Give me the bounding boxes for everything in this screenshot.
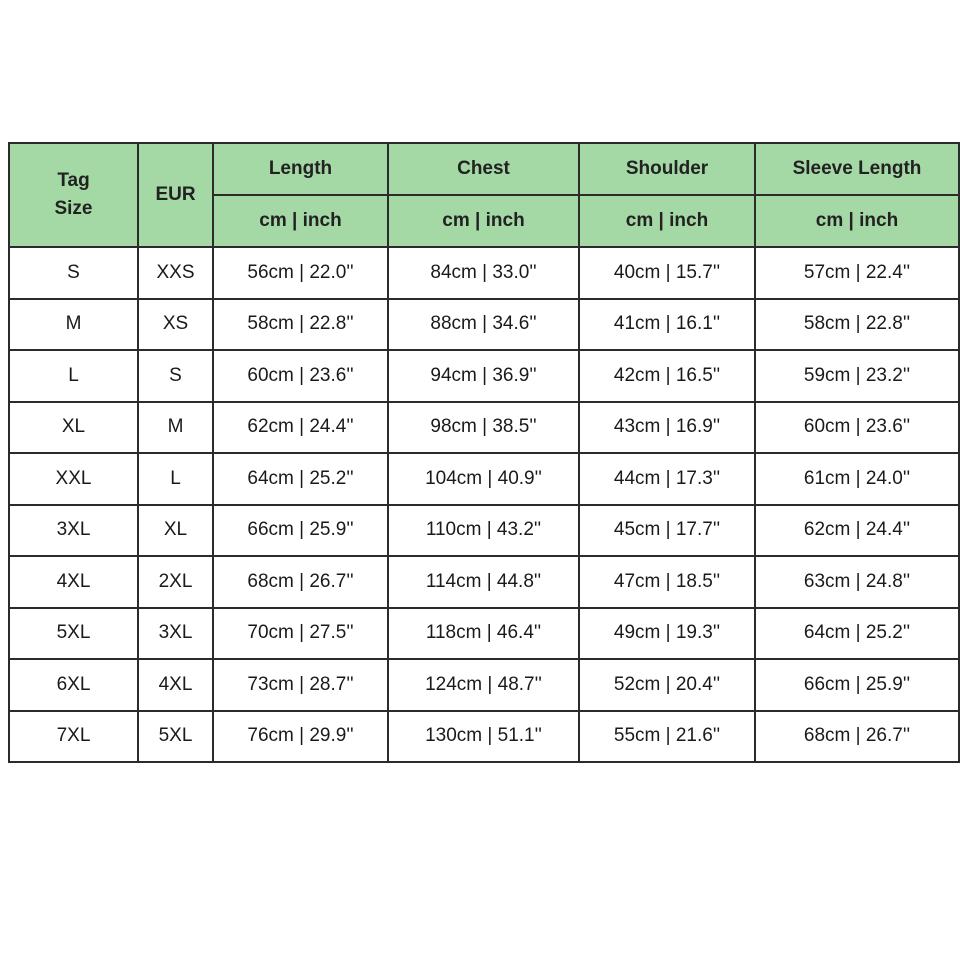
table-row xyxy=(9,659,959,711)
cell-tag-size: S xyxy=(9,247,138,299)
table-row xyxy=(9,453,959,505)
cell-chest: 114cm | 44.8'' xyxy=(388,556,579,608)
cell-tag-size: M xyxy=(9,299,138,351)
cell-shoulder: 40cm | 15.7'' xyxy=(579,247,755,299)
table-row xyxy=(9,247,959,299)
cell-chest: 130cm | 51.1'' xyxy=(388,711,579,763)
header-chest: Chest xyxy=(388,143,579,195)
cell-tag-size: 7XL xyxy=(9,711,138,763)
cell-eur: XS xyxy=(138,299,213,351)
cell-shoulder: 42cm | 16.5'' xyxy=(579,350,755,402)
table-row xyxy=(9,505,959,557)
header-tag-size xyxy=(9,143,138,247)
cell-eur: 4XL xyxy=(138,659,213,711)
header-length-unit: cm | inch xyxy=(213,195,388,247)
cell-eur: XXS xyxy=(138,247,213,299)
header-row-measurements xyxy=(9,143,959,195)
cell-sleeve-length: 61cm | 24.0'' xyxy=(755,453,959,505)
cell-chest: 124cm | 48.7'' xyxy=(388,659,579,711)
table-row xyxy=(9,299,959,351)
cell-tag-size: 5XL xyxy=(9,608,138,660)
cell-eur: 2XL xyxy=(138,556,213,608)
cell-chest: 98cm | 38.5'' xyxy=(388,402,579,454)
table-row xyxy=(9,556,959,608)
cell-eur: 5XL xyxy=(138,711,213,763)
cell-tag-size: XL xyxy=(9,402,138,454)
cell-chest: 110cm | 43.2'' xyxy=(388,505,579,557)
header-shoulder: Shoulder xyxy=(579,143,755,195)
cell-sleeve-length: 57cm | 22.4'' xyxy=(755,247,959,299)
cell-chest: 94cm | 36.9'' xyxy=(388,350,579,402)
cell-length: 66cm | 25.9'' xyxy=(213,505,388,557)
table-row xyxy=(9,402,959,454)
cell-length: 64cm | 25.2'' xyxy=(213,453,388,505)
header-eur: EUR xyxy=(138,143,213,247)
header-sleeve-length: Sleeve Length xyxy=(755,143,959,195)
cell-length: 60cm | 23.6'' xyxy=(213,350,388,402)
cell-length: 62cm | 24.4'' xyxy=(213,402,388,454)
header-shoulder-unit: cm | inch xyxy=(579,195,755,247)
header-tag-size-line-1: Tag xyxy=(57,170,90,191)
size-chart-body xyxy=(9,247,959,762)
cell-chest: 84cm | 33.0'' xyxy=(388,247,579,299)
cell-shoulder: 44cm | 17.3'' xyxy=(579,453,755,505)
cell-shoulder: 49cm | 19.3'' xyxy=(579,608,755,660)
cell-shoulder: 47cm | 18.5'' xyxy=(579,556,755,608)
cell-sleeve-length: 68cm | 26.7'' xyxy=(755,711,959,763)
cell-tag-size: L xyxy=(9,350,138,402)
table-row xyxy=(9,711,959,763)
header-sleeve-unit: cm | inch xyxy=(755,195,959,247)
cell-tag-size: 6XL xyxy=(9,659,138,711)
size-chart-table xyxy=(8,142,960,763)
cell-sleeve-length: 60cm | 23.6'' xyxy=(755,402,959,454)
cell-eur: 3XL xyxy=(138,608,213,660)
cell-shoulder: 52cm | 20.4'' xyxy=(579,659,755,711)
cell-length: 58cm | 22.8'' xyxy=(213,299,388,351)
cell-tag-size: 3XL xyxy=(9,505,138,557)
cell-tag-size: XXL xyxy=(9,453,138,505)
cell-sleeve-length: 66cm | 25.9'' xyxy=(755,659,959,711)
cell-shoulder: 45cm | 17.7'' xyxy=(579,505,755,557)
cell-tag-size: 4XL xyxy=(9,556,138,608)
cell-sleeve-length: 62cm | 24.4'' xyxy=(755,505,959,557)
cell-shoulder: 43cm | 16.9'' xyxy=(579,402,755,454)
cell-eur: L xyxy=(138,453,213,505)
cell-sleeve-length: 63cm | 24.8'' xyxy=(755,556,959,608)
cell-length: 70cm | 27.5'' xyxy=(213,608,388,660)
cell-length: 73cm | 28.7'' xyxy=(213,659,388,711)
cell-chest: 88cm | 34.6'' xyxy=(388,299,579,351)
cell-eur: S xyxy=(138,350,213,402)
size-chart-header xyxy=(9,143,959,247)
cell-shoulder: 41cm | 16.1'' xyxy=(579,299,755,351)
cell-sleeve-length: 64cm | 25.2'' xyxy=(755,608,959,660)
cell-chest: 104cm | 40.9'' xyxy=(388,453,579,505)
cell-eur: XL xyxy=(138,505,213,557)
header-chest-unit: cm | inch xyxy=(388,195,579,247)
cell-length: 76cm | 29.9'' xyxy=(213,711,388,763)
cell-shoulder: 55cm | 21.6'' xyxy=(579,711,755,763)
header-length: Length xyxy=(213,143,388,195)
cell-eur: M xyxy=(138,402,213,454)
header-tag-size-line-2: Size xyxy=(54,198,93,219)
cell-chest: 118cm | 46.4'' xyxy=(388,608,579,660)
cell-sleeve-length: 59cm | 23.2'' xyxy=(755,350,959,402)
cell-length: 56cm | 22.0'' xyxy=(213,247,388,299)
cell-length: 68cm | 26.7'' xyxy=(213,556,388,608)
table-row xyxy=(9,350,959,402)
table-row xyxy=(9,608,959,660)
cell-sleeve-length: 58cm | 22.8'' xyxy=(755,299,959,351)
